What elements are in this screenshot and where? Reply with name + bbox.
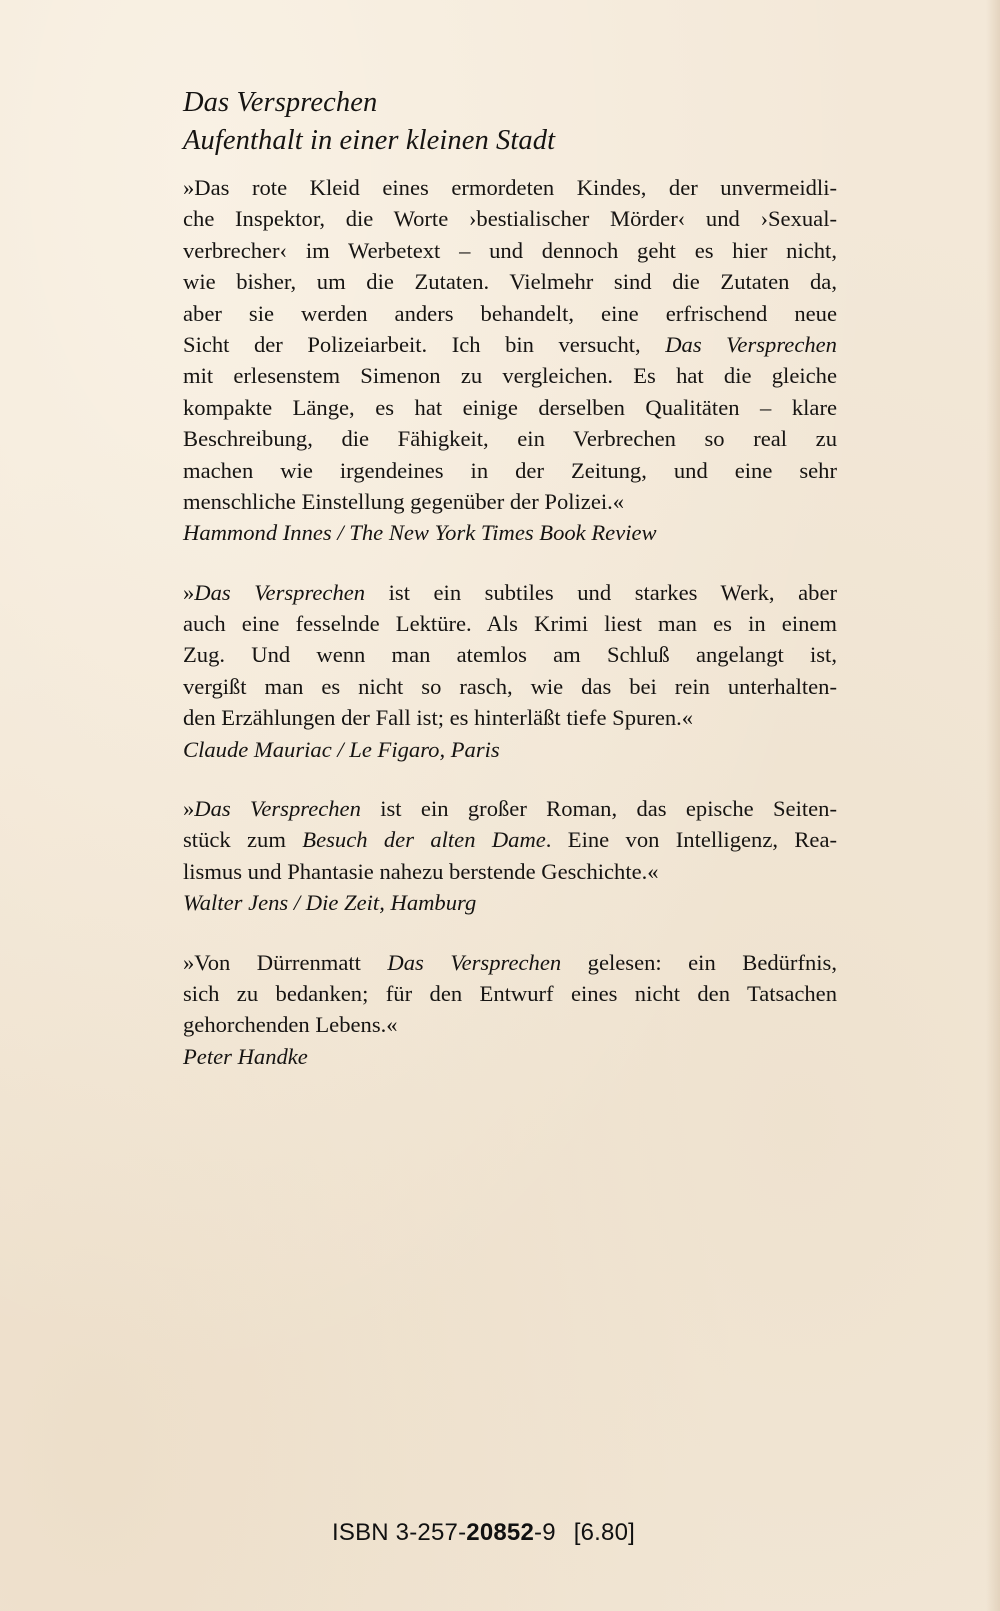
italic-title: Besuch der alten Dame xyxy=(302,827,546,853)
text-run: ist ein großer Roman, das epische Seiten- xyxy=(360,796,837,822)
isbn-bold-number: 20852 xyxy=(466,1519,535,1546)
quote-line xyxy=(183,947,837,978)
quote-line xyxy=(183,235,837,266)
text-run: menschliche Einstellung gegenüber der Polizei.« xyxy=(183,488,625,514)
text-run: machen wie irgendeines in der Zeitung, und eine sehr xyxy=(183,457,837,483)
review-attribution: Walter Jens / Die Zeit, Hamburg xyxy=(183,890,477,916)
text-run: Beschreibung, die Fähigkeit, ein Verbrechen so real zu xyxy=(183,426,837,452)
quote-line xyxy=(183,793,837,824)
isbn-suffix: -9 xyxy=(534,1519,556,1546)
quote-line xyxy=(183,671,837,702)
italic-title: Das Versprechen xyxy=(665,331,837,357)
text-run: che Inspektor, die Worte ›bestialischer Mörder‹ und ›Sexual- xyxy=(183,206,837,232)
quote-line xyxy=(183,455,837,486)
quote-line xyxy=(183,978,837,1009)
text-run: den Erzählungen der Fall ist; es hinterläßt tiefe Spuren.« xyxy=(183,705,694,731)
text-run: »Das rote Kleid eines ermordeten Kindes, der unvermeidli- xyxy=(183,175,837,200)
quote-line xyxy=(183,856,837,887)
text-run: wie bisher, um die Zutaten. Vielmehr sind die Zutaten da, xyxy=(183,269,837,295)
paragraph-gap xyxy=(183,765,837,793)
text-run: auch eine fesselnde Lektüre. Als Krimi liest man es in einem xyxy=(183,611,837,637)
review-block xyxy=(183,577,837,765)
book-title: Das Versprechen xyxy=(183,87,378,118)
book-subtitle: Aufenthalt in einer kleinen Stadt xyxy=(183,125,556,156)
paragraph-gap xyxy=(183,919,837,947)
quote-line xyxy=(183,360,837,391)
quote-line xyxy=(183,608,837,639)
italic-title: Das Versprechen xyxy=(194,796,361,822)
review-attribution: Hammond Innes / The New York Times Book Review xyxy=(183,520,657,546)
reviews xyxy=(183,172,837,1072)
review-block xyxy=(183,793,837,919)
text-run: gelesen: ein Bedürfnis, xyxy=(561,949,837,975)
text-run: gehorchenden Lebens.« xyxy=(183,1012,398,1038)
review-attribution: Claude Mauriac / Le Figaro, Paris xyxy=(183,736,500,762)
quote-line xyxy=(183,423,837,454)
quote-line xyxy=(183,329,837,360)
text-run: »Von Dürrenmatt xyxy=(183,949,388,975)
page-edge-shadow xyxy=(986,0,1000,1611)
quote-line xyxy=(183,203,837,234)
italic-title: Das Versprechen xyxy=(387,949,562,975)
quote-line xyxy=(183,298,837,329)
text-run: mit erlesenstem Simenon zu vergleichen. Es hat die gleiche xyxy=(183,363,837,389)
text-run: Zug. Und wenn man atemlos am Schluß angelangt ist, xyxy=(183,642,837,668)
text-run: aber sie werden anders behandelt, eine erfrischend neue xyxy=(183,300,837,326)
cover-text xyxy=(183,84,837,1072)
text-run: . Eine von Intelligenz, Rea- xyxy=(545,827,837,853)
text-run: vergißt man es nicht so rasch, wie das bei rein unterhalten- xyxy=(183,673,837,699)
text-run: kompakte Länge, es hat einige derselben Qualitäten – klare xyxy=(183,394,837,420)
text-run: lismus und Phantasie nahezu berstende Geschichte.« xyxy=(183,858,659,884)
text-run: » xyxy=(183,579,195,605)
quote-line xyxy=(183,172,837,203)
review-block xyxy=(183,947,837,1073)
italic-title: Das Versprechen xyxy=(194,579,366,605)
paragraph-gap xyxy=(183,549,837,577)
quote-line xyxy=(183,702,837,733)
isbn-line xyxy=(332,1519,635,1547)
quote-line xyxy=(183,824,837,855)
quote-line xyxy=(183,266,837,297)
text-run: ist ein subtiles und starkes Werk, aber xyxy=(365,579,837,605)
isbn-prefix: ISBN 3-257- xyxy=(332,1519,467,1546)
price: [6.80] xyxy=(573,1519,636,1546)
text-run: stück zum xyxy=(183,827,303,853)
text-run: Sicht der Polizeiarbeit. Ich bin versucht, xyxy=(183,331,666,357)
quote-line xyxy=(183,1009,837,1040)
quote-line xyxy=(183,392,837,423)
text-run: » xyxy=(183,796,195,822)
quote-line xyxy=(183,577,837,608)
quote-line xyxy=(183,639,837,670)
text-run: sich zu bedanken; für den Entwurf eines nicht den Tatsachen xyxy=(183,981,837,1007)
quote-line xyxy=(183,486,837,517)
text-run: verbrecher‹ im Werbetext – und dennoch geht es hier nicht, xyxy=(183,237,837,263)
review-attribution: Peter Handke xyxy=(183,1043,308,1069)
review-block xyxy=(183,172,837,549)
